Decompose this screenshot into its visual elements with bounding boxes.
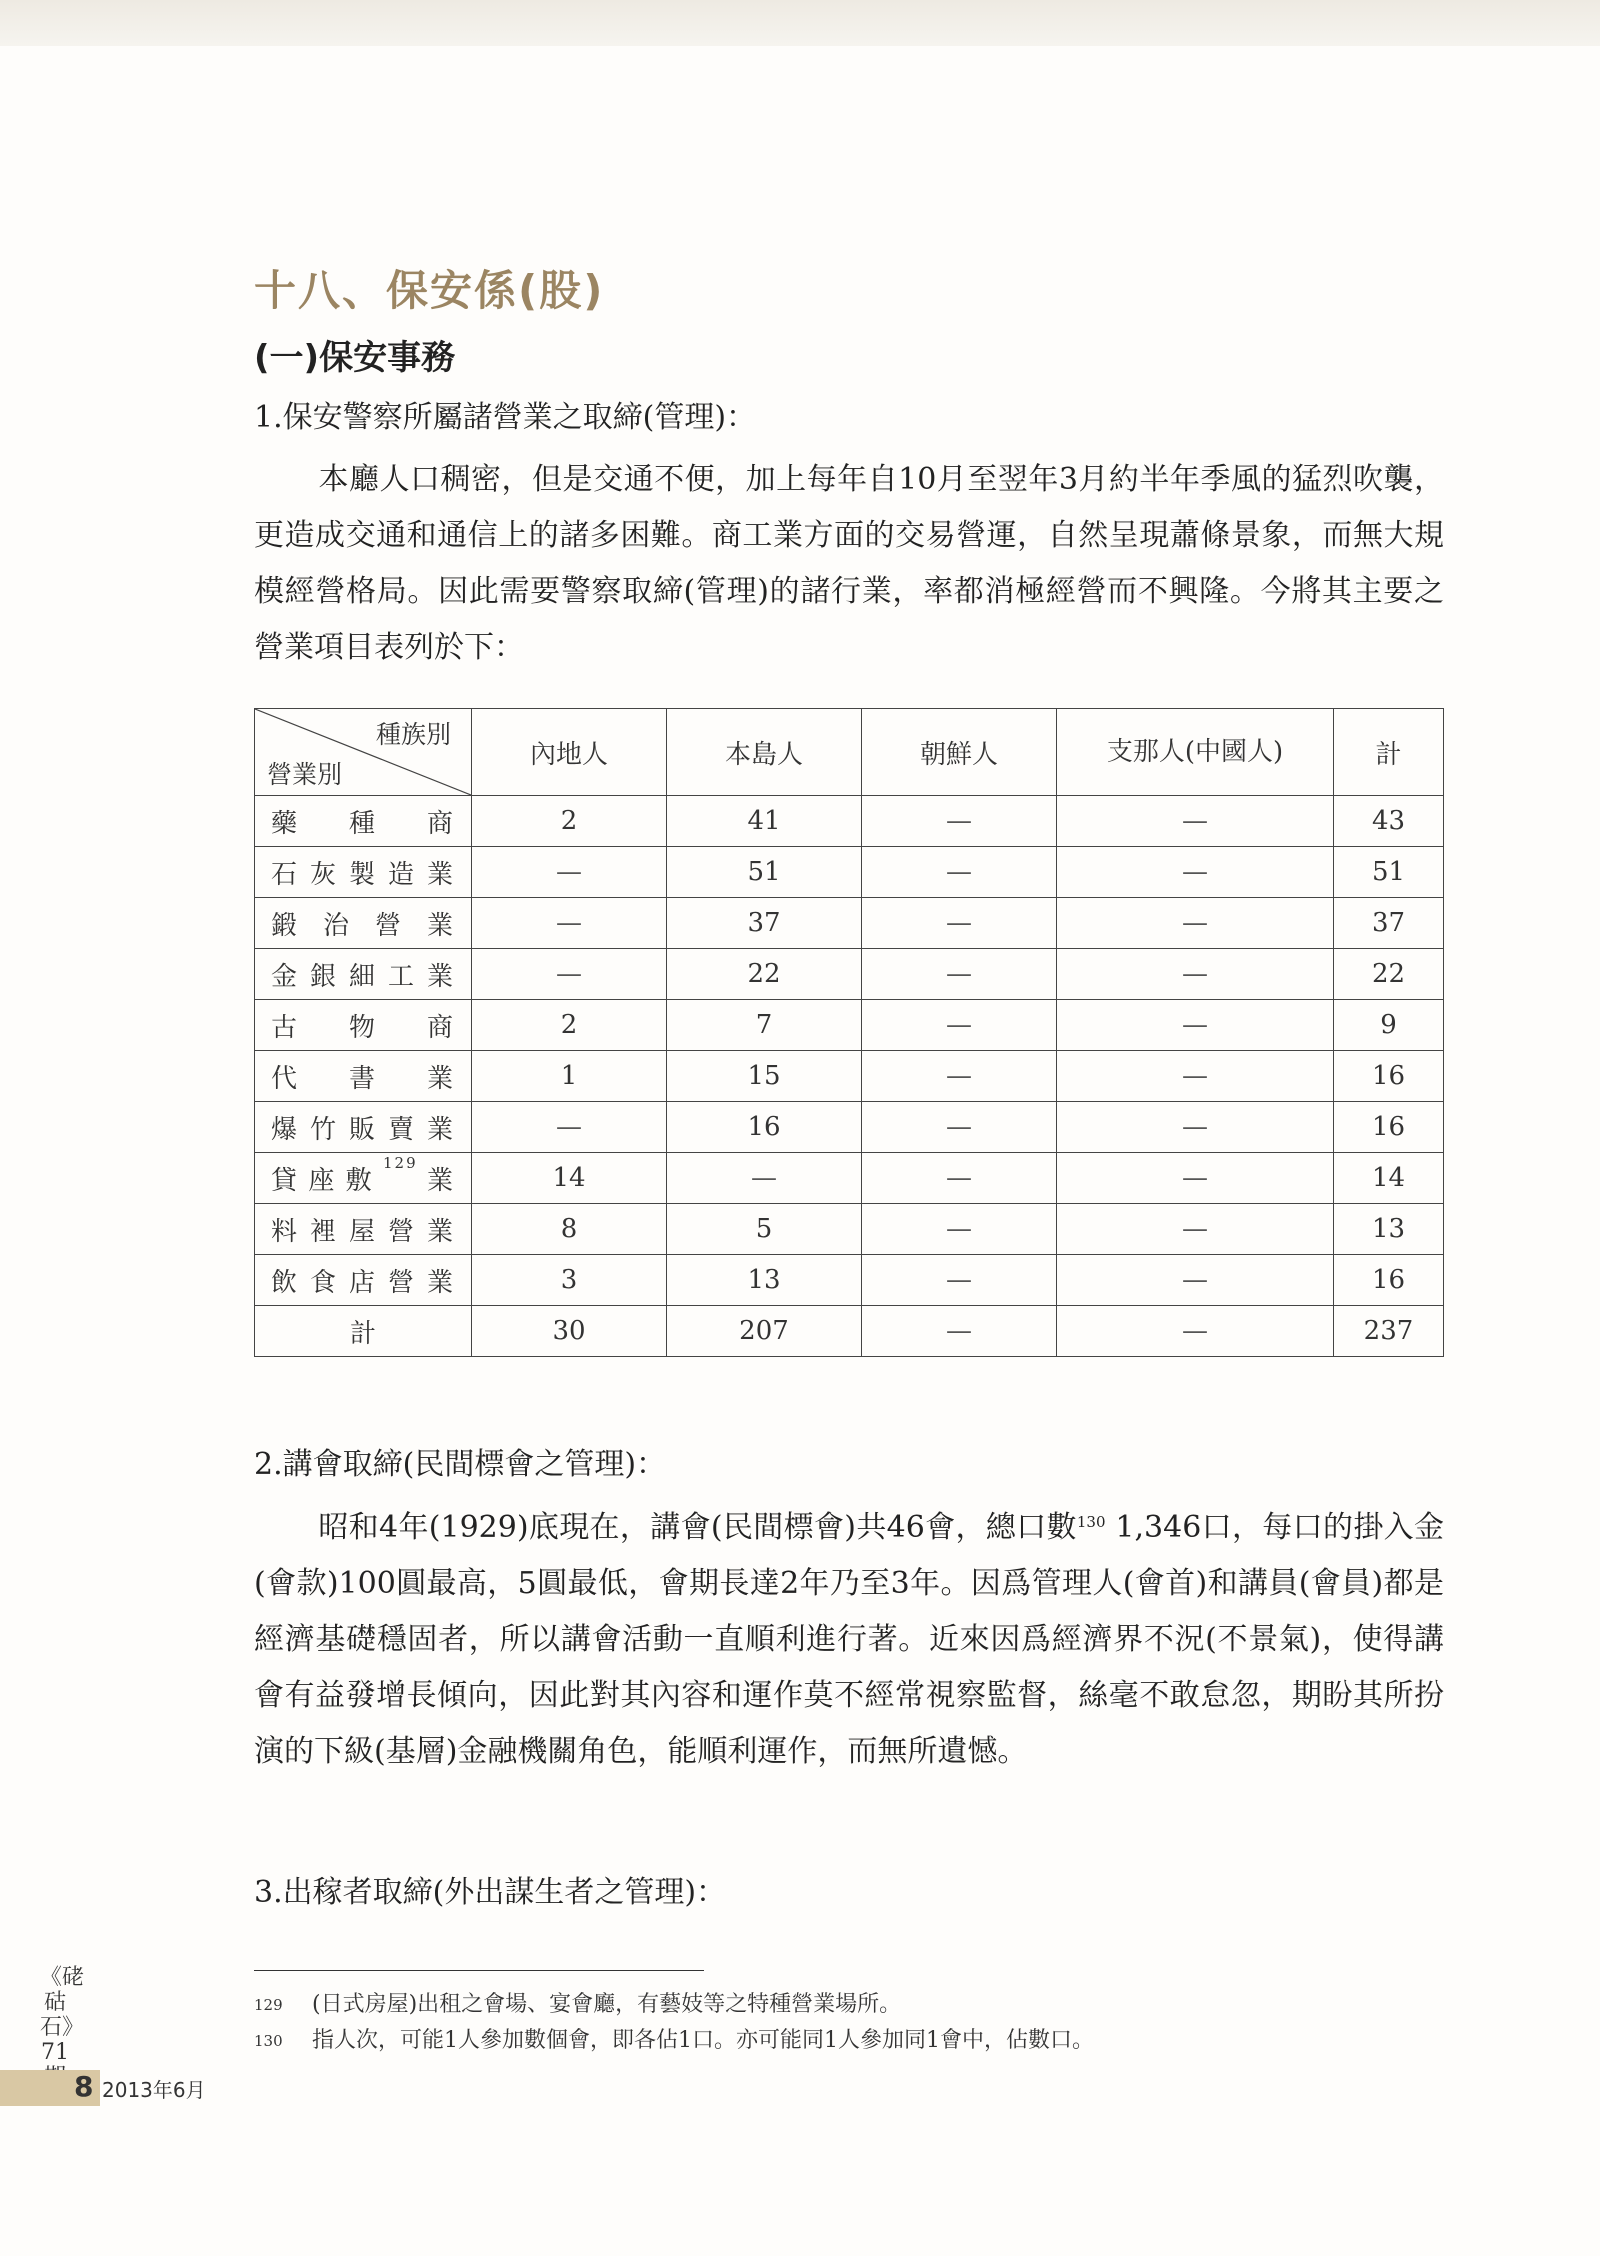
footnote-text: (日式房屋)出租之會場、宴會廳，有藝妓等之特種營業場所。: [312, 1992, 902, 2017]
table-cell: —: [862, 949, 1057, 1000]
table-row: [255, 898, 1444, 949]
subsection-title: (一)保安事務: [254, 338, 456, 378]
table-cell: 16: [1334, 1051, 1444, 1102]
footnote-number: 129: [254, 1996, 283, 2014]
table-cell: —: [862, 1051, 1057, 1102]
table-cell: 15: [667, 1051, 862, 1102]
table-cell: —: [667, 1153, 862, 1204]
column-header: 支那人(中國人): [1057, 709, 1334, 796]
row-label-text: 古物商: [271, 1012, 455, 1043]
table-cell: —: [1057, 1000, 1334, 1051]
column-header: 內地人: [472, 709, 667, 796]
table-cell: —: [862, 1306, 1057, 1357]
table-cell: —: [862, 847, 1057, 898]
row-label: [255, 1102, 472, 1153]
footnote-129: [254, 1990, 901, 2020]
item2-paragraph-part2: 1,346口，每口的掛入金(會款)100圓最高，5圓最低，會期長達2年乃至3年。因爲管理人(會首)和講員(會員)都是經濟基礎穩固者，所以講會活動一直順利進行著。近來因爲經濟界不況(不景氣)，使得講會有益發增長傾向，因此對其內容和運作莫不經常視察監督，絲毫不敢怠忽，期盼其所扮演的下級(基層)金融機關角色，能順利運作，而無所遺憾。: [254, 1510, 1444, 1769]
page-top-band: [0, 0, 1600, 46]
table-cell: —: [1057, 1153, 1334, 1204]
table-cell: 13: [667, 1255, 862, 1306]
row-label: [255, 1051, 472, 1102]
table-cell: 13: [1334, 1204, 1444, 1255]
table-cell: —: [472, 949, 667, 1000]
table-cell: —: [862, 1255, 1057, 1306]
table-cell: 2: [472, 796, 667, 847]
table-cell: —: [1057, 847, 1334, 898]
item1-paragraph: [254, 452, 1444, 676]
row-label-text: 飲食店營業: [271, 1267, 455, 1298]
page-number: 8: [74, 2070, 94, 2103]
issue-number: 71: [41, 2040, 69, 2065]
item2-heading: 2.講會取締(民間標會之管理)：: [254, 1447, 667, 1482]
item2-paragraph-part1: 昭和4年(1929)底現在，講會(民間標會)共46會，總口數: [318, 1510, 1077, 1545]
table-cell: 37: [1334, 898, 1444, 949]
table-cell: —: [1057, 898, 1334, 949]
table-cell: —: [862, 1102, 1057, 1153]
footnote-text: 指人次，可能1人參加數個會，即各佔1口。亦可能同1人參加同1會中，佔數口。: [312, 2028, 1094, 2053]
table-cell: 8: [472, 1204, 667, 1255]
table-cell: 14: [472, 1153, 667, 1204]
table-cell: —: [472, 898, 667, 949]
table-row: [255, 1153, 1444, 1204]
table-cell: 51: [1334, 847, 1444, 898]
table-cell: 237: [1334, 1306, 1444, 1357]
row-label-footnote-ref: 129: [383, 1153, 418, 1172]
table-header-row: [255, 709, 1444, 796]
table-cell: 51: [667, 847, 862, 898]
row-label-text: 計: [349, 1318, 376, 1349]
table-corner-cell: [255, 709, 472, 796]
table-cell: 16: [667, 1102, 862, 1153]
row-label: [255, 1306, 472, 1357]
row-label-text: 貸座敷: [271, 1165, 383, 1196]
table-cell: —: [862, 1000, 1057, 1051]
table-cell: 37: [667, 898, 862, 949]
table-cell: 2: [472, 1000, 667, 1051]
row-label-text: 爆竹販賣業: [271, 1114, 455, 1145]
table-cell: 1: [472, 1051, 667, 1102]
column-header: 計: [1334, 709, 1444, 796]
table-total-row: [255, 1306, 1444, 1357]
footnote-divider: [254, 1970, 704, 1971]
footnote-number: 130: [254, 2032, 283, 2050]
table-row: [255, 796, 1444, 847]
table-row: [255, 847, 1444, 898]
row-label-text: 代書業: [271, 1063, 455, 1094]
issue-date: 2013年6月: [102, 2078, 206, 2102]
row-label: [255, 1000, 472, 1051]
row-label: [255, 1255, 472, 1306]
column-header: 本島人: [667, 709, 862, 796]
table-cell: —: [472, 847, 667, 898]
row-label: [255, 949, 472, 1000]
corner-bottom-label: 營業別: [267, 760, 343, 789]
table-cell: 22: [1334, 949, 1444, 1000]
table-cell: 3: [472, 1255, 667, 1306]
table-cell: 22: [667, 949, 862, 1000]
table-cell: 7: [667, 1000, 862, 1051]
table-row: [255, 1204, 1444, 1255]
row-label: [255, 1153, 472, 1204]
column-header: 朝鮮人: [862, 709, 1057, 796]
table-cell: —: [1057, 1051, 1334, 1102]
table-body: [255, 796, 1444, 1357]
item3-heading: 3.出稼者取締(外出謀生者之管理)：: [254, 1875, 727, 1910]
row-label: [255, 1204, 472, 1255]
footnote-130: [254, 2026, 1094, 2056]
row-label-suffix: 業: [417, 1165, 455, 1196]
table-cell: —: [862, 898, 1057, 949]
item1-paragraph-text: 本廳人口稠密，但是交通不便，加上每年自10月至翌年3月約半年季風的猛烈吹襲，更造成交通和通信上的諸多困難。商工業方面的交易營運，自然呈現蕭條景象，而無大規模經營格局。因此需要警察取締(管理)的諸行業，率都消極經營而不興隆。今將其主要之營業項目表列於下：: [254, 462, 1444, 665]
table-cell: —: [862, 1204, 1057, 1255]
item1-heading: 1.保安警察所屬諸營業之取締(管理)：: [254, 400, 757, 435]
row-label-text: 金銀細工業: [271, 961, 455, 992]
row-label-text: 料裡屋營業: [271, 1216, 455, 1247]
table-cell: —: [1057, 796, 1334, 847]
table-cell: 207: [667, 1306, 862, 1357]
table-cell: 9: [1334, 1000, 1444, 1051]
table-cell: —: [862, 1153, 1057, 1204]
section-title: 十八、保安係(股): [254, 266, 605, 315]
table-row: [255, 1051, 1444, 1102]
business-table: [254, 708, 1444, 1357]
table-cell: —: [1057, 949, 1334, 1000]
table-row: [255, 1255, 1444, 1306]
table-cell: 14: [1334, 1153, 1444, 1204]
footnote-ref-130: 130: [1076, 1513, 1106, 1531]
table-row: [255, 1000, 1444, 1051]
row-label-text: 藥種商: [271, 808, 455, 839]
row-label: [255, 847, 472, 898]
table-cell: —: [1057, 1255, 1334, 1306]
table-cell: —: [862, 796, 1057, 847]
item2-paragraph: [254, 1500, 1444, 1780]
table-cell: 16: [1334, 1255, 1444, 1306]
table-cell: 5: [667, 1204, 862, 1255]
table-cell: 16: [1334, 1102, 1444, 1153]
row-label: [255, 898, 472, 949]
journal-name: 《硓𥑮石》: [40, 1965, 85, 2040]
row-label-text: 石灰製造業: [271, 859, 455, 890]
table-cell: —: [1057, 1204, 1334, 1255]
table-row: [255, 949, 1444, 1000]
table-cell: 43: [1334, 796, 1444, 847]
table-cell: 41: [667, 796, 862, 847]
table-cell: 30: [472, 1306, 667, 1357]
table-row: [255, 1102, 1444, 1153]
table-cell: —: [1057, 1102, 1334, 1153]
row-label: [255, 796, 472, 847]
table-cell: —: [1057, 1306, 1334, 1357]
table-cell: —: [472, 1102, 667, 1153]
corner-top-label: 種族別: [375, 720, 451, 749]
row-label-text: 鍛治營業: [271, 910, 455, 941]
